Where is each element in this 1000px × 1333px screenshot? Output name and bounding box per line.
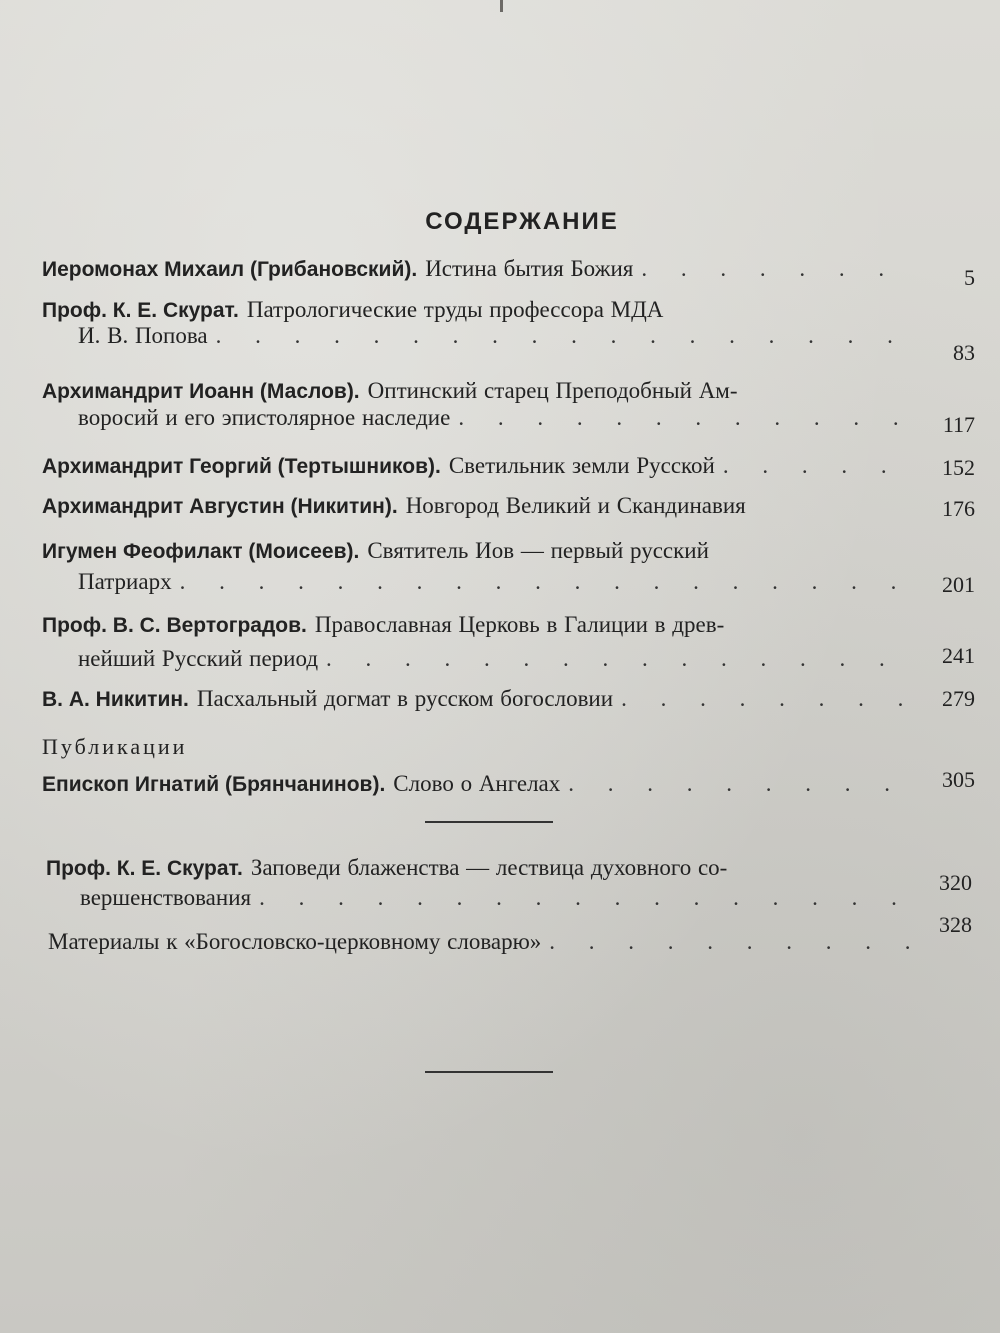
entry-page: 152 [942, 455, 975, 480]
leader-dots [180, 569, 912, 595]
entry-title: Новгород Великий и Скандинавия [405, 493, 746, 518]
toc-entry [42, 771, 912, 801]
leader-dots [326, 646, 912, 672]
leader-dots [549, 929, 918, 955]
entry-author: Архимандрит Георгий (Тертышников). [42, 455, 441, 478]
section-divider [425, 821, 553, 823]
entry-author: Проф. В. С. Вертоградов. [42, 614, 307, 637]
leader-dots [641, 256, 912, 282]
leader-dots [723, 453, 912, 479]
entry-title: Заповеди блаженства — лествица духовного со- [250, 855, 728, 880]
toc-entry [42, 378, 912, 408]
toc-entry [42, 612, 912, 642]
toc-entry [48, 929, 918, 959]
entry-page: 176 [942, 496, 975, 521]
page-mark [500, 0, 503, 12]
toc-entry-cont [78, 323, 912, 353]
section-label: Публикации [42, 734, 188, 759]
entry-author: В. А. Никитин. [42, 688, 189, 711]
entry-author: Иеромонах Михаил (Грибановский). [42, 258, 418, 281]
entry-page: 328 [939, 912, 972, 937]
toc-entry-cont [78, 569, 912, 599]
entry-title: Слово о Ангелах [393, 771, 561, 796]
toc-entry [42, 453, 912, 483]
leader-dots [216, 323, 912, 349]
entry-page: 5 [964, 265, 975, 290]
entry-title: Святитель Иов — первый русский [367, 538, 709, 563]
section-heading [42, 734, 912, 764]
entry-author: Архимандрит Августин (Никитин). [42, 495, 398, 518]
entry-title: Пасхальный догмат в русском богословии [196, 686, 614, 711]
entry-author: Архимандрит Иоанн (Маслов). [42, 380, 360, 403]
toc-entry [46, 855, 916, 885]
toc-title: СОДЕРЖАНИЕ [425, 208, 619, 235]
toc-entry [42, 538, 912, 568]
entry-title-cont: воросий и его эпистолярное наследие [78, 405, 451, 430]
leader-dots [259, 885, 910, 911]
entry-title: Светильник земли Русской [448, 453, 715, 478]
entry-page: 320 [939, 870, 972, 895]
entry-title-cont: вершенствования [80, 885, 252, 910]
end-divider [425, 1071, 553, 1073]
entry-title: Истина бытия Божия [425, 256, 634, 281]
entry-title-cont: нейший Русский период [78, 646, 319, 671]
toc-entry-cont [80, 885, 910, 915]
entry-page: 241 [942, 643, 975, 668]
entry-author: Игумен Феофилакт (Моисеев). [42, 540, 360, 563]
leader-dots [568, 771, 912, 797]
leader-dots [621, 686, 912, 712]
entry-title: Оптинский старец Преподобный Ам- [367, 378, 738, 403]
entry-page: 117 [942, 412, 975, 437]
leader-dots [458, 405, 912, 431]
toc-entry [42, 493, 912, 523]
toc-entry-cont [78, 646, 912, 676]
entry-page: 201 [942, 572, 975, 597]
entry-title-cont: Патриарх [78, 569, 172, 594]
entry-title: Материалы к «Богословско-церковному словарю» [48, 929, 542, 954]
toc-entry [42, 686, 912, 716]
toc-entry-cont [78, 405, 912, 435]
entry-author: Проф. К. Е. Скурат. [46, 857, 243, 880]
entry-page: 279 [942, 686, 975, 711]
entry-title: Православная Церковь в Галиции в древ- [314, 612, 725, 637]
entry-title: Патрологические труды профессора МДА [246, 297, 664, 322]
entry-page: 305 [942, 767, 975, 792]
entry-page: 83 [953, 340, 975, 365]
entry-author: Проф. К. Е. Скурат. [42, 299, 239, 322]
entry-author: Епископ Игнатий (Брянчанинов). [42, 773, 386, 796]
entry-title-cont: И. В. Попова [78, 323, 208, 348]
toc-entry [42, 256, 912, 286]
